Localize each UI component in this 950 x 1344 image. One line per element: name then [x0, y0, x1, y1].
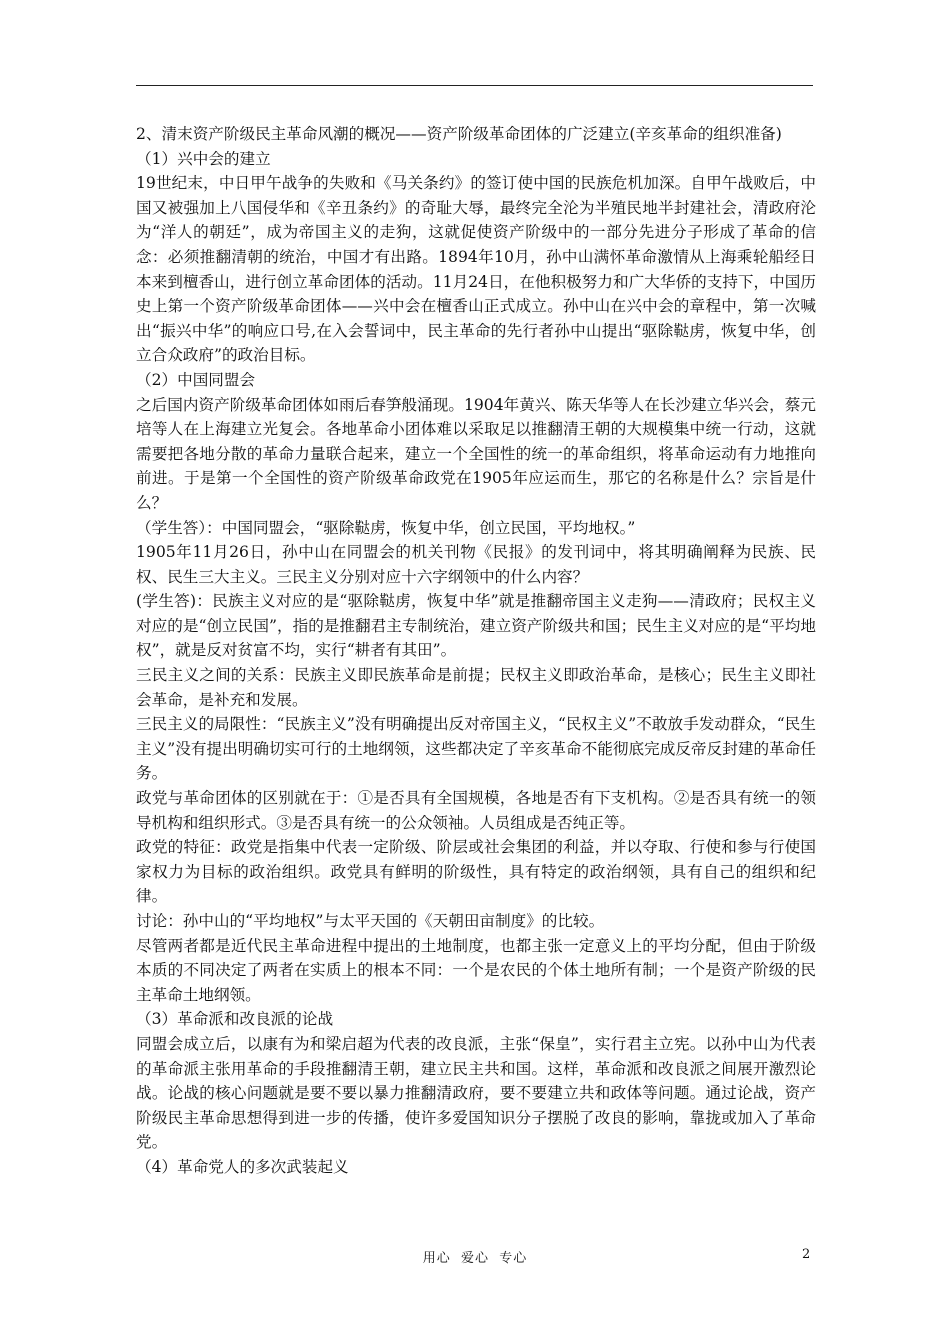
document-body	[136, 122, 816, 1180]
section-heading: 2、清末资产阶级民主革命风潮的概况——资产阶级革命团体的广泛建立(辛亥革命的组织准备)	[136, 125, 782, 143]
footer-motto: 用心 爱心 专心	[422, 1251, 528, 1266]
subsection-heading: （4）革命党人的多次武装起义	[136, 1157, 349, 1176]
header-rule	[136, 85, 813, 86]
body-paragraph: 三民主义的局限性：“民族主义”没有明确提出反对帝国主义，“民权主义”不敢放手发动群众，“民生主义”没有提出明确切实可行的土地纲领，这些都决定了辛亥革命不能彻底完成反帝反封建的革命任务。	[136, 715, 816, 783]
subsection-heading: （3）革命派和改良派的论战	[136, 1010, 334, 1029]
body-paragraph: 三民主义之间的关系：民族主义即民族革命是前提；民权主义即政治革命，是核心；民生主义即社会革命，是补充和发展。	[136, 666, 816, 709]
body-paragraph: 同盟会成立后，以康有为和梁启超为代表的改良派，主张“保皇”，实行君主立宪。以孙中山为代表的革命派主张用革命的手段推翻清王朝，建立民主共和国。这样，革命派和改良派之间展开激烈论战。论战的核心问题就是要不要以暴力推翻清政府，要不要建立共和政体等问题。通过论战，资产阶级民主革命思想得到进一步的传播，使许多爱国知识分子摆脱了改良的影响，靠拢或加入了革命党。	[136, 1034, 816, 1152]
body-paragraph: 之后国内资产阶级革命团体如雨后春笋般涌现。1904年黄兴、陈天华等人在长沙建立华兴会，蔡元培等人在上海建立光复会。各地革命小团体难以采取足以推翻清王朝的大规模集中统一行动，这就需要把各地分散的革命力量联合起来，建立一个全国性的统一的革命组织，将革命运动有力地推向前进。于是第一个全国性的资产阶级革命政党在1905年应运而生，那它的名称是什么？宗旨是什么？	[136, 395, 816, 512]
discussion-prompt: 讨论：孙中山的“平均地权”与太平天国的《天朝田亩制度》的比较。	[136, 912, 605, 930]
body-paragraph: 1905年11月26日，孙中山在同盟会的机关刊物《民报》的发刊词中，将其明确阐释为民族、民权、民生三大主义。三民主义分别对应十六字纲领中的什么内容？	[136, 543, 816, 586]
student-answer: （学生答）：中国同盟会，“驱除鞑虏，恢复中华，创立民国，平均地权。”	[136, 518, 636, 537]
subsection-heading: （1）兴中会的建立	[136, 149, 271, 168]
subsection-heading: （2）中国同盟会	[136, 370, 256, 389]
body-paragraph: 尽管两者都是近代民主革命进程中提出的土地制度，也都主张一定意义上的平均分配，但由于阶级本质的不同决定了两者在实质上的根本不同：一个是农民的个体土地所有制；一个是资产阶级的民主革命土地纲领。	[136, 936, 816, 1004]
body-paragraph: 政党与革命团体的区别就在于：①是否具有全国规模，各地是否有下支机构。②是否具有统一的领导机构和组织形式。③是否具有统一的公众领袖。人员组成是否纯正等。	[136, 789, 816, 832]
page-number: 2	[802, 1247, 811, 1262]
body-paragraph: 政党的特征：政党是指集中代表一定阶级、阶层或社会集团的利益，并以夺取、行使和参与行使国家权力为目标的政治组织。政党具有鲜明的阶级性，具有特定的政治纲领，具有自己的组织和纪律。	[136, 838, 816, 906]
student-answer: (学生答)：民族主义对应的是“驱除鞑虏，恢复中华”就是推翻帝国主义走狗——清政府；民权主义对应的是“创立民国”，指的是推翻君主专制统治，建立资产阶级共和国；民生主义对应的是“平均地权”，就是反对贫富不均，实行“耕者有其田”。	[136, 592, 816, 660]
body-paragraph: 19世纪末，中日甲午战争的失败和《马关条约》的签订使中国的民族危机加深。自甲午战败后，中国又被强加上八国侵华和《辛丑条约》的奇耻大辱，最终完全沦为半殖民地半封建社会，清政府沦为“洋人的朝廷”，成为帝国主义的走狗，这就促使资产阶级中的一部分先进分子形成了革命的信念：必须推翻清朝的统治，中国才有出路。1894年10月，孙中山满怀革命激情从上海乘轮船经日本来到檀香山，进行创立革命团体的活动。11月24日，在他积极努力和广大华侨的支持下，中国历史上第一个资产阶级革命团体——兴中会在檀香山正式成立。孙中山在兴中会的章程中，第一次喊出“振兴中华”的响应口号,在入会誓词中，民主革命的先行者孙中山提出“驱除鞑虏，恢复中华，创立合众政府”的政治目标。	[136, 174, 816, 365]
